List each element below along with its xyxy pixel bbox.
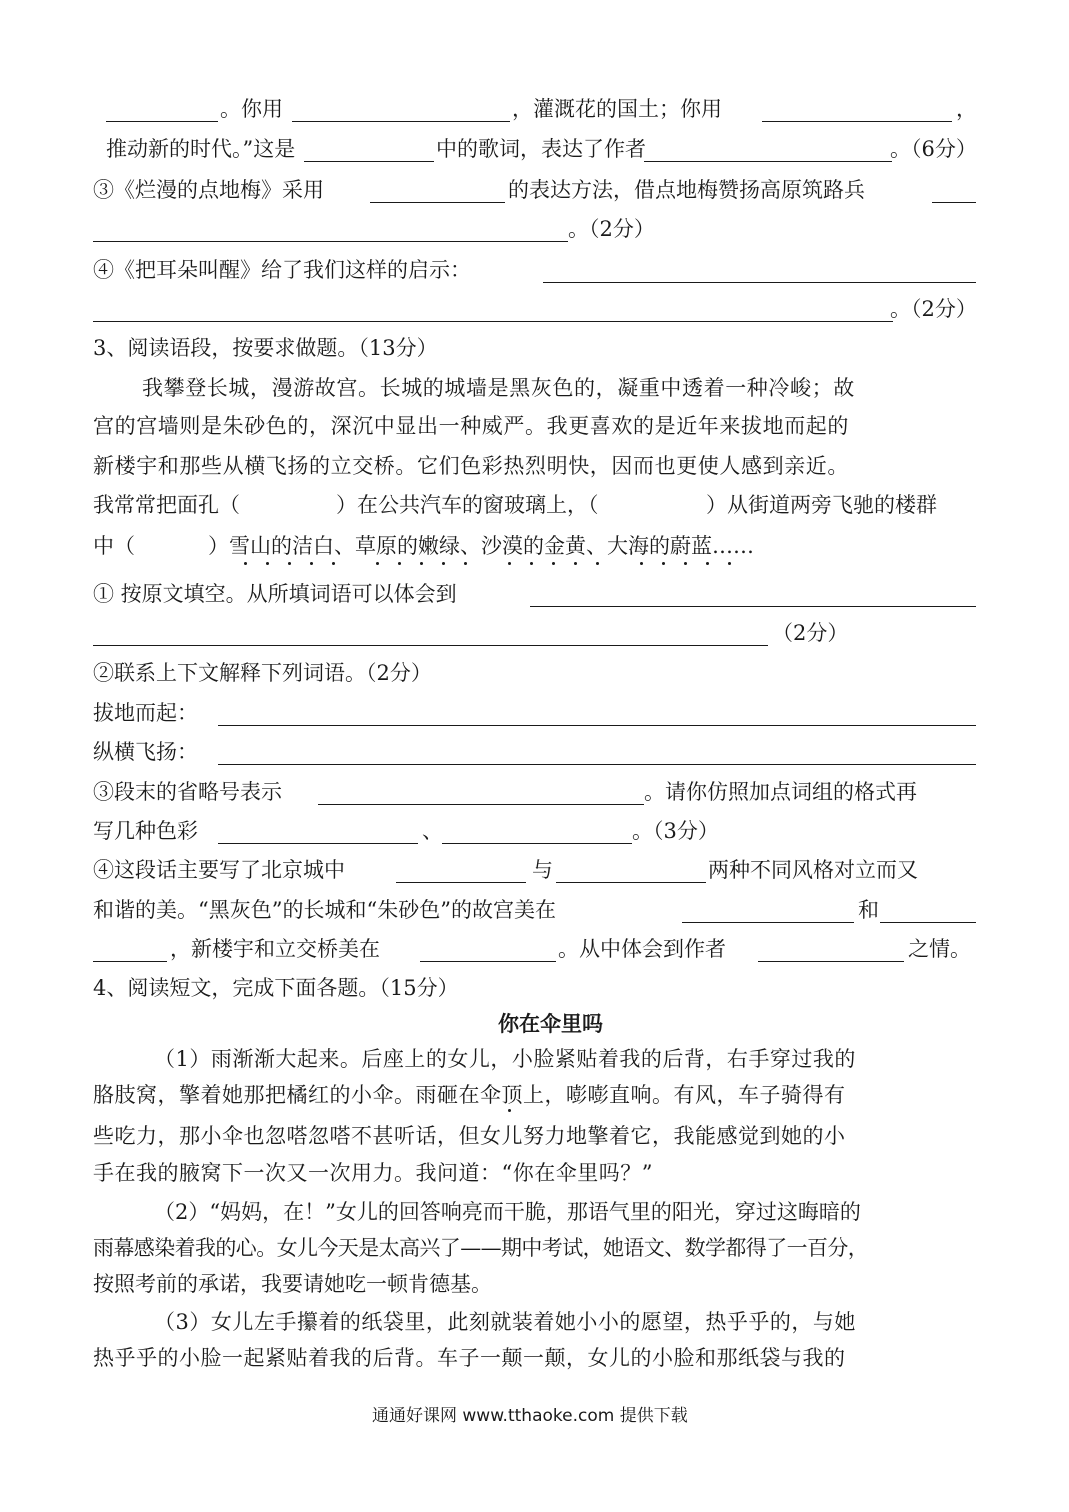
- text: 3、阅读语段，按要求做题。（13分）: [93, 336, 438, 360]
- blank: [762, 121, 952, 122]
- text: 。从中体会到作者: [558, 937, 726, 961]
- text: ，新楼宇和立交桥美在: [170, 937, 380, 961]
- text-line: [0, 89, 1069, 129]
- text: ③《烂漫的点地梅》采用: [93, 178, 324, 202]
- sub-question: [0, 929, 1069, 969]
- passage-line: [0, 368, 1069, 408]
- blank: [556, 882, 706, 883]
- text: 中（: [93, 534, 135, 558]
- story-title: [0, 1004, 1069, 1044]
- emphasis-dot: [552, 562, 555, 565]
- text: 。（6分）: [890, 137, 977, 161]
- story-line: [0, 1039, 1069, 1079]
- emphasis-dot: [662, 562, 665, 565]
- text: 些吃力，那小伞也忽嗒忽嗒不甚听话，但女儿努力地擎着它，我能感觉到她的小: [93, 1124, 846, 1148]
- sub-question: [0, 811, 1069, 851]
- emphasis-dot: [596, 562, 599, 565]
- text: 按照考前的承诺，我要请她吃一顿肯德基。: [93, 1272, 492, 1296]
- blank: [442, 843, 632, 844]
- text-line: [0, 170, 1069, 210]
- page-footer: [0, 1396, 1069, 1436]
- sub-question: [0, 693, 1069, 733]
- text: ）在公共汽车的窗玻璃上，（: [336, 493, 599, 517]
- text: 和: [858, 898, 879, 922]
- text: 宫的宫墙则是朱砂色的，深沉中显出一种威严。我更喜欢的是近年来拔地而起的: [93, 414, 849, 438]
- emphasis-dot: [442, 562, 445, 565]
- text: 。（3分）: [632, 819, 719, 843]
- sub-question: [0, 772, 1069, 812]
- sub-question: [0, 850, 1069, 890]
- sub-question: [0, 613, 1069, 653]
- text: ④《把耳朵叫醒》给了我们这样的启示：: [93, 258, 471, 282]
- story-line: [0, 1264, 1069, 1304]
- emphasis-dot: [706, 562, 709, 565]
- emphasis-dot: [728, 562, 731, 565]
- emphasis-dot: [420, 562, 423, 565]
- text: 拔地而起：: [93, 701, 198, 725]
- text: 手在我的腋窝下一次又一次用力。我问道：“你在伞里吗？”: [93, 1161, 653, 1185]
- text: （2分）: [772, 621, 849, 645]
- emphasis-dot: [640, 562, 643, 565]
- blank: [682, 922, 854, 923]
- text: ③段末的省略号表示: [93, 780, 282, 804]
- text: ）从街道两旁飞驰的楼群: [706, 493, 937, 517]
- text-line: [0, 209, 1069, 249]
- blank: [530, 606, 976, 607]
- question-heading: [0, 968, 1069, 1008]
- footer-text: 通通好课网 www.tthaoke.com 提供下载: [372, 1406, 688, 1426]
- emphasis-dot: [464, 562, 467, 565]
- blank: [292, 121, 510, 122]
- emphasis-dot: [574, 562, 577, 565]
- blank: [106, 121, 218, 122]
- text-line: [0, 129, 1069, 169]
- emphasis-dot: [244, 562, 247, 565]
- text: 我攀登长城，漫游故宫。长城的城墙是黑灰色的，凝重中透着一种冷峻；故: [142, 376, 855, 400]
- text: 的表达方法，借点地梅赞扬高原筑路兵: [508, 178, 865, 202]
- blank: [644, 161, 892, 162]
- blank: [93, 241, 568, 242]
- text: 。你用: [220, 97, 283, 121]
- emphasis-dot: [310, 562, 313, 565]
- emphasis-dot: [288, 562, 291, 565]
- text: 胳肢窝，擎着她那把橘红的小伞。雨砸在伞顶上，嘭嘭直响。有风，车子骑得有: [93, 1083, 846, 1107]
- text: （3）女儿左手攥着的纸袋里，此刻就装着她小小的愿望，热乎乎的，与她: [154, 1310, 856, 1334]
- emphasis-dot: [530, 562, 533, 565]
- blank: [218, 843, 418, 844]
- blank: [93, 961, 167, 962]
- blank: [932, 202, 976, 203]
- story-line: [0, 1228, 1069, 1268]
- blank: [370, 202, 505, 203]
- story-line: [0, 1302, 1069, 1342]
- emphasis-dot: [332, 562, 335, 565]
- text: ②联系上下文解释下列词语。（2分）: [93, 661, 432, 685]
- text: 纵横飞扬：: [93, 740, 198, 764]
- blank: [318, 804, 644, 805]
- emphasis-dot: [684, 562, 687, 565]
- text: 。（2分）: [890, 297, 977, 321]
- text-line: [0, 289, 1069, 329]
- text-line: [0, 250, 1069, 290]
- blank: [93, 645, 768, 646]
- blank: [218, 764, 976, 765]
- text: ④这段话主要写了北京城中: [93, 858, 345, 882]
- text: 4、阅读短文，完成下面各题。（15分）: [93, 976, 459, 1000]
- text: ① 按原文填空。从所填词语可以体会到: [93, 582, 457, 606]
- blank: [396, 882, 526, 883]
- passage-line: [0, 526, 1069, 566]
- text: 热乎乎的小脸一起紧贴着我的后背。车子一颠一颠，女儿的小脸和那纸袋与我的: [93, 1346, 846, 1370]
- text: ，: [956, 97, 977, 121]
- blank: [218, 725, 976, 726]
- sub-question: [0, 732, 1069, 772]
- emphasis-dot: [508, 562, 511, 565]
- blank: [304, 161, 434, 162]
- text: 新楼宇和那些从横飞扬的立交桥。它们色彩热烈明快，因而也更使人感到亲近。: [93, 454, 849, 478]
- sub-question: [0, 653, 1069, 693]
- blank: [93, 321, 893, 322]
- text: 我常常把面孔（: [93, 493, 240, 517]
- passage-line: [0, 485, 1069, 525]
- emphasis-dot: [376, 562, 379, 565]
- story-line: [0, 1338, 1069, 1378]
- text: 。（2分）: [568, 217, 655, 241]
- blank: [543, 282, 976, 283]
- text: ，灌溉花的国土；你用: [512, 97, 722, 121]
- text: 、: [422, 819, 443, 843]
- emphasis-dot: [398, 562, 401, 565]
- question-heading: [0, 328, 1069, 368]
- blank: [758, 961, 904, 962]
- emphasis-dot: [508, 1109, 511, 1112]
- emphasis-dot: [266, 562, 269, 565]
- text: （1）雨渐渐大起来。后座上的女儿，小脸紧贴着我的后背，右手穿过我的: [154, 1047, 856, 1071]
- text: 推动新的时代。”这是: [106, 137, 296, 161]
- text: 之情。: [908, 937, 971, 961]
- text: 你在伞里吗: [498, 1011, 603, 1036]
- text: ）雪山的洁白、草原的嫩绿、沙漠的金黄、大海的蔚蓝……: [208, 534, 754, 558]
- story-line: [0, 1116, 1069, 1156]
- blank: [420, 961, 556, 962]
- passage-line: [0, 446, 1069, 486]
- story-line: [0, 1075, 1069, 1115]
- text: 。请你仿照加点词组的格式再: [644, 780, 917, 804]
- story-line: [0, 1192, 1069, 1232]
- text: 和谐的美。“黑灰色”的长城和“朱砂色”的故宫美在: [93, 898, 556, 922]
- text: 与: [532, 858, 553, 882]
- text: （2）“妈妈，在！”女儿的回答响亮而干脆，那语气里的阳光，穿过这晦暗的: [154, 1200, 861, 1224]
- text: 写几种色彩: [93, 819, 198, 843]
- story-line: [0, 1153, 1069, 1193]
- sub-question: [0, 890, 1069, 930]
- blank: [880, 922, 976, 923]
- text: 雨幕感染着我的心。女儿今天是太高兴了——期中考试，她语文、数学都得了一百分，: [93, 1236, 869, 1260]
- sub-question: [0, 574, 1069, 614]
- text: 两种不同风格对立而又: [708, 858, 918, 882]
- passage-line: [0, 406, 1069, 446]
- text: 中的歌词，表达了作者: [436, 137, 646, 161]
